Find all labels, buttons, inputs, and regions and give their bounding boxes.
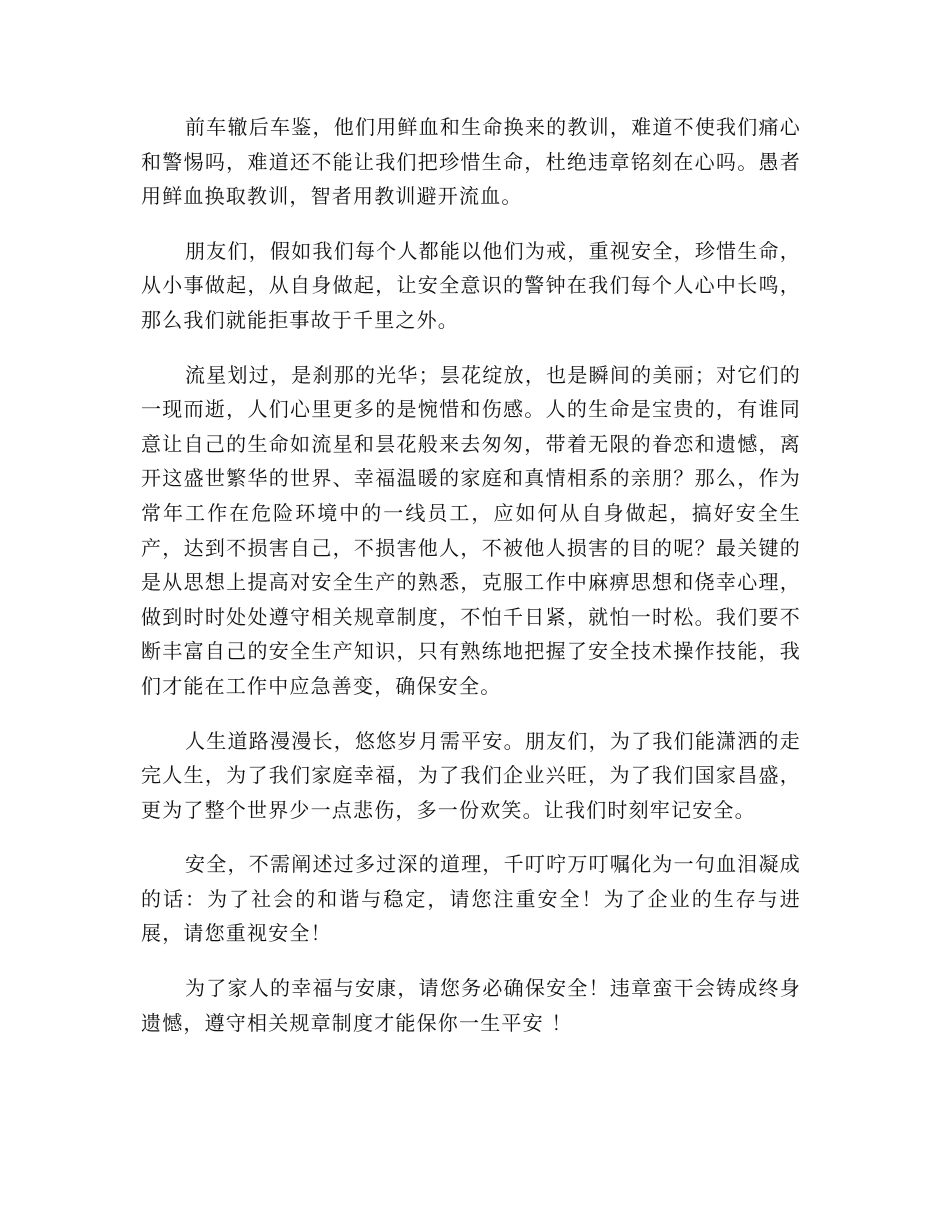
document-page [141, 110, 801, 1060]
paragraph-4: 人生道路漫漫长，悠悠岁月需平安。朋友们，为了我们能潇洒的走完人生，为了我们家庭幸福，为了我们企业兴旺，为了我们国家昌盛，更为了整个世界少一点悲伤，多一份欢笑。让我们时刻牢记安全。 [141, 728, 801, 822]
paragraph-5: 安全，不需阐述过多过深的道理，千叮咛万叮嘱化为一句血泪凝成的话：为了社会的和谐与稳定，请您注重安全！为了企业的生存与进展，请您重视安全！ [141, 852, 801, 946]
paragraph-6: 为了家人的幸福与安康，请您务必确保安全！违章蛮干会铸成终身遗憾，遵守相关规章制度才能保你一生平安 ！ [141, 976, 801, 1035]
paragraph-2: 朋友们，假如我们每个人都能以他们为戒，重视安全，珍惜生命，从小事做起，从自身做起，让安全意识的警钟在我们每个人心中长鸣，那么我们就能拒事故于千里之外。 [141, 238, 801, 332]
paragraph-1: 前车辙后车鉴，他们用鲜血和生命换来的教训，难道不使我们痛心和警惕吗，难道还不能让我们把珍惜生命，杜绝违章铭刻在心吗。愚者用鲜血换取教训，智者用教训避开流血。 [141, 115, 801, 209]
paragraph-3: 流星划过，是刹那的光华；昙花绽放，也是瞬间的美丽；对它们的一现而逝，人们心里更多的是惋惜和伤感。人的生命是宝贵的，有谁同意让自己的生命如流星和昙花般来去匆匆，带着无限的眷恋和遗憾，离开这盛世繁华的世界、幸福温暖的家庭和真情相系的亲朋？那么，作为常年工作在危险环境中的一线员工，应如何从自身做起，搞好安全生产，达到不损害自己，不损害他人，不被他人损害的目的呢？最关键的是从思想上提高对安全生产的熟悉，克服工作中麻痹思想和侥幸心理，做到时时处处遵守相关规章制度，不怕千日紧，就怕一时松。我们要不断丰富自己的安全生产知识，只有熟练地把握了安全技术操作技能，我们才能在工作中应急善变，确保安全。 [141, 362, 801, 698]
